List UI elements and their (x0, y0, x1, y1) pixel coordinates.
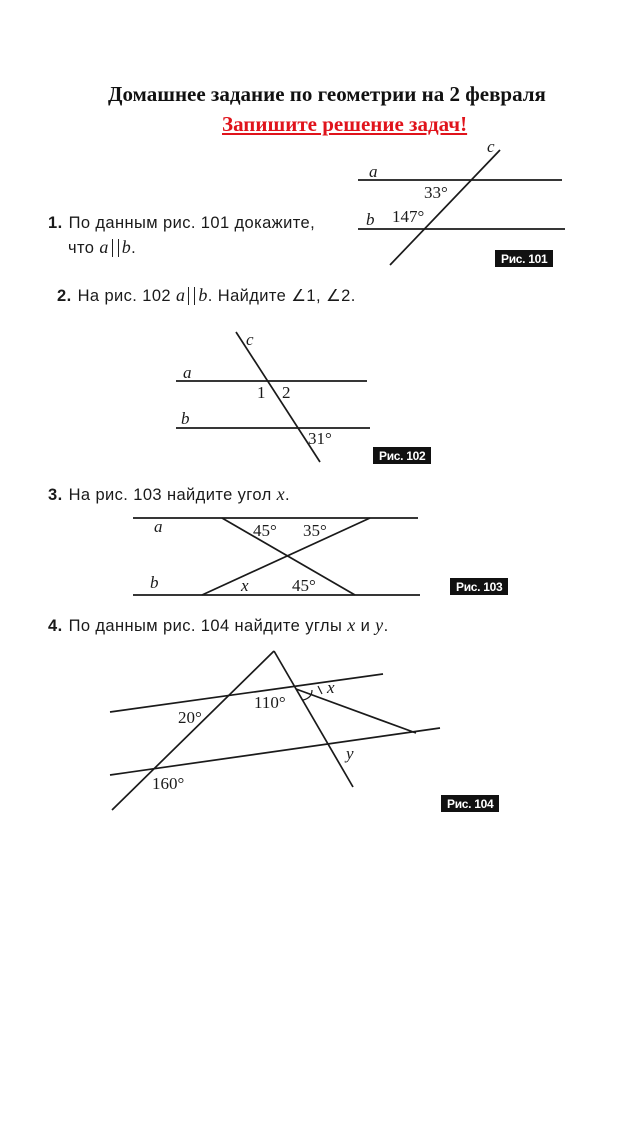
problem-2-var-a: a (175, 285, 186, 305)
problem-3-text-prefix: На рис. 103 найдите угол (68, 486, 272, 504)
fig103-label-b: b (150, 573, 159, 592)
fig101-label-c: c (487, 137, 495, 156)
fig102-label-b: b (181, 409, 190, 428)
fig103-caption: Рис. 103 (450, 578, 508, 595)
problem-2-text-suffix: . Найдите ∠1, ∠2. (207, 287, 356, 305)
problem-2-var-b: b (198, 285, 208, 305)
problem-3-number: 3. (48, 486, 63, 504)
problem-4-conj: и (360, 617, 371, 635)
fig104-line-right (274, 651, 353, 787)
fig102-angle-2: 2 (282, 383, 291, 402)
fig101-caption: Рис. 101 (495, 250, 553, 267)
problem-4-text-suffix: . (383, 617, 389, 635)
fig103-angle-35: 35° (303, 521, 327, 540)
fig104-angle-160: 160° (152, 774, 185, 793)
problem-1-text-prefix: что (68, 239, 95, 257)
problem-4-var-y: y (375, 615, 384, 635)
problem-4-var-x: x (347, 615, 356, 635)
fig101-angle-33: 33° (424, 183, 448, 202)
problem-1-number: 1. (48, 214, 63, 232)
problem-1-text: По данным рис. 101 докажите, (68, 214, 316, 232)
fig102-angle-31: 31° (308, 429, 332, 448)
fig104-label-x: x (327, 678, 335, 697)
fig102-caption: Рис. 102 (373, 447, 431, 464)
page-title: Домашнее задание по геометрии на 2 февраля (108, 82, 546, 106)
fig102-angle-1: 1 (257, 383, 266, 402)
fig102-label-a: a (183, 363, 192, 382)
fig104-line-bottom (110, 728, 440, 775)
fig101-label-b: b (366, 210, 375, 229)
problem-4-text-prefix: По данным рис. 104 найдите углы (68, 617, 343, 635)
fig104-angle-20: 20° (178, 708, 202, 727)
fig104-line-segment (296, 689, 416, 733)
problem-1-var-a: a (99, 237, 109, 257)
fig104-label-y: y (346, 744, 354, 763)
fig101-label-a: a (369, 162, 378, 181)
fig104-angle-mark (318, 686, 322, 694)
page-subtitle: Запишите решение задач! (222, 112, 468, 136)
fig103-label-a: a (154, 517, 163, 536)
fig103-angle-45-top: 45° (253, 521, 277, 540)
fig103-angle-45-bottom: 45° (292, 576, 316, 595)
problem-2-number: 2. (57, 287, 72, 305)
fig104-line-left (112, 651, 274, 810)
problem-1-var-b: b (121, 237, 132, 257)
problem-3-var-x: x (276, 484, 285, 504)
fig104-caption: Рис. 104 (441, 795, 499, 812)
fig102-label-c: c (246, 330, 254, 349)
fig103-label-x: x (241, 576, 249, 595)
fig101-angle-147: 147° (392, 207, 425, 226)
problem-2-text-prefix: На рис. 102 (77, 287, 171, 305)
problem-1-text-suffix: . (131, 239, 137, 257)
fig104-angle-110: 110° (254, 693, 286, 712)
problem-3-text-suffix: . (284, 486, 290, 504)
problem-4-number: 4. (48, 617, 63, 635)
